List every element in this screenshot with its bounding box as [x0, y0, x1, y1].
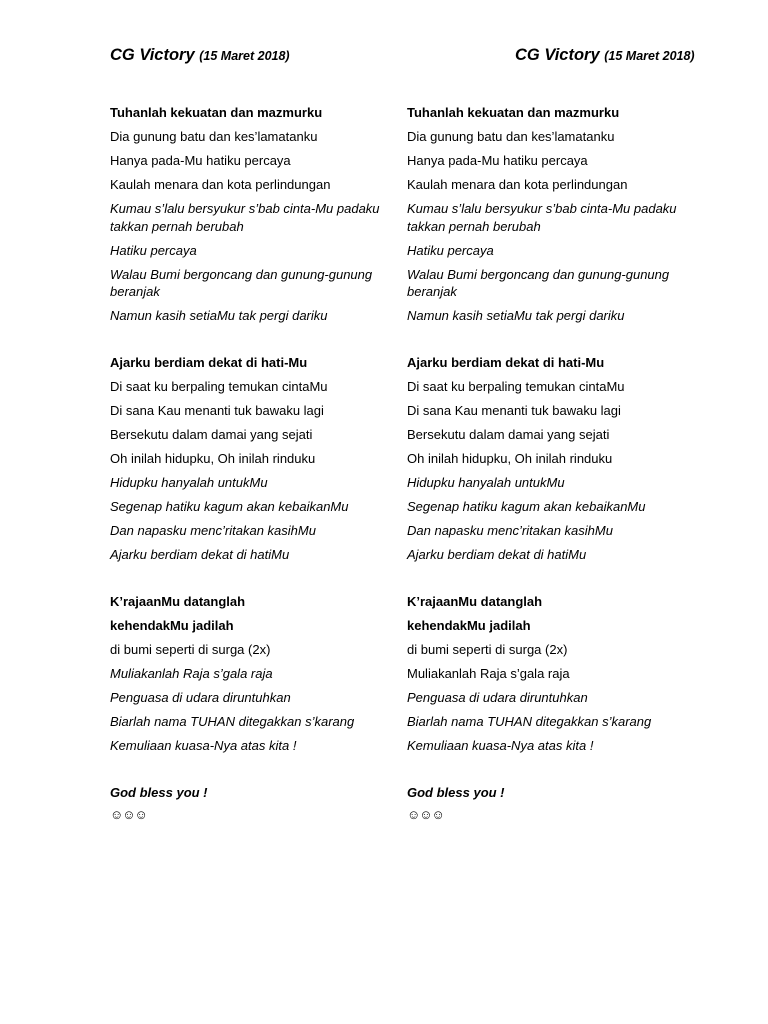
lyric-line: K’rajaanMu datanglah — [110, 594, 246, 609]
smiley-icon: ☺☺☺ — [110, 807, 147, 822]
lyric-line: Ajarku berdiam dekat di hatiMu — [407, 547, 587, 562]
lyric-line: Namun kasih setiaMu tak pergi dariku — [407, 308, 625, 323]
lyric-line: Hatiku percaya — [407, 242, 494, 258]
lyric-line: Di sana Kau menanti tuk bawaku lagi — [110, 403, 324, 418]
title-date: (15 Maret 2018) — [199, 49, 290, 63]
lyric-line: Bersekutu dalam damai yang sejati — [110, 427, 313, 442]
lyric-line: di bumi seperti di surga (2x) — [407, 642, 568, 657]
lyric-line: Segenap hatiku kagum akan kebaikanMu — [110, 499, 349, 514]
page-title — [515, 46, 695, 65]
stanza-gap — [407, 331, 707, 354]
lyric-line: Walau Bumi bergoncang dan gunung-gunung beranjak — [110, 266, 373, 299]
lyric-line: kehendakMu jadilah — [110, 618, 234, 633]
stanza-gap — [407, 570, 707, 593]
lyric-line: Hanya pada-Mu hatiku percaya — [407, 153, 588, 168]
lyric-line: Segenap hatiku kagum akan kebaikanMu — [407, 499, 646, 514]
lyric-line: Tuhanlah kekuatan dan mazmurku — [110, 105, 323, 120]
lyric-line: di bumi seperti di surga (2x) — [110, 642, 271, 657]
lyric-line: Di sana Kau menanti tuk bawaku lagi — [407, 403, 621, 418]
lyric-line: Biarlah nama TUHAN ditegakkan s’karang — [110, 714, 355, 729]
stanza-gap — [110, 331, 410, 354]
lyric-line: Kaulah menara dan kota perlindungan — [110, 177, 331, 192]
lyric-line: Kumau s’lalu bersyukur s’bab cinta-Mu padaku takkan pernah berubah — [110, 201, 380, 234]
lyric-line: Tuhanlah kekuatan dan mazmurku — [407, 105, 620, 120]
lyric-line: Namun kasih setiaMu tak pergi dariku — [110, 308, 328, 323]
lyric-line: Dan napasku menc’ritakan kasihMu — [407, 523, 613, 538]
closing-line: God bless you ! — [110, 785, 208, 800]
lyric-line: Di saat ku berpaling temukan cintaMu — [110, 379, 328, 394]
lyric-line: Dia gunung batu dan kes’lamatanku — [110, 129, 318, 144]
lyric-line: Di saat ku berpaling temukan cintaMu — [407, 379, 625, 394]
title-text: CG Victory — [515, 46, 600, 64]
lyric-line: Hanya pada-Mu hatiku percaya — [110, 153, 291, 168]
lyric-line: Hatiku percaya — [110, 242, 197, 258]
page-title — [110, 46, 290, 65]
lyric-line: kehendakMu jadilah — [407, 618, 531, 633]
lyric-line: Dan napasku menc’ritakan kasihMu — [110, 523, 316, 538]
lyric-line: K’rajaanMu datanglah — [407, 594, 543, 609]
closing-line: God bless you ! — [407, 785, 505, 800]
lyric-line: Oh inilah hidupku, Oh inilah rinduku — [407, 451, 613, 466]
stanza-gap — [407, 761, 707, 784]
title-date: (15 Maret 2018) — [604, 49, 695, 63]
stanza-gap — [110, 761, 410, 784]
lyric-line: Ajarku berdiam dekat di hati-Mu — [407, 355, 605, 370]
lyric-line: Ajarku berdiam dekat di hati-Mu — [110, 355, 308, 370]
lyric-line: Hidupku hanyalah untukMu — [110, 475, 268, 490]
lyric-line: Muliakanlah Raja s’gala raja — [110, 666, 273, 681]
lyrics — [110, 104, 410, 830]
title-text: CG Victory — [110, 46, 195, 64]
lyric-line: Hidupku hanyalah untukMu — [407, 475, 565, 490]
stanza-gap — [110, 570, 410, 593]
lyric-line: Kaulah menara dan kota perlindungan — [407, 177, 628, 192]
lyric-line: Penguasa di udara diruntuhkan — [110, 690, 291, 705]
lyric-line: Kumau s’lalu bersyukur s’bab cinta-Mu padaku takkan pernah berubah — [407, 201, 677, 234]
lyric-line: Muliakanlah Raja s’gala raja — [407, 666, 570, 681]
lyric-line: Ajarku berdiam dekat di hatiMu — [110, 547, 290, 562]
lyric-line: Kemuliaan kuasa-Nya atas kita ! — [110, 738, 297, 753]
lyric-line: Biarlah nama TUHAN ditegakkan s’karang — [407, 714, 652, 729]
lyric-line: Dia gunung batu dan kes’lamatanku — [407, 129, 615, 144]
lyric-line: Bersekutu dalam damai yang sejati — [407, 427, 610, 442]
lyric-line: Walau Bumi bergoncang dan gunung-gunung beranjak — [407, 266, 670, 299]
smiley-icon: ☺☺☺ — [407, 807, 444, 822]
lyric-line: Penguasa di udara diruntuhkan — [407, 690, 588, 705]
lyric-line: Kemuliaan kuasa-Nya atas kita ! — [407, 738, 594, 753]
lyrics — [407, 104, 707, 830]
lyric-line: Oh inilah hidupku, Oh inilah rinduku — [110, 451, 316, 466]
